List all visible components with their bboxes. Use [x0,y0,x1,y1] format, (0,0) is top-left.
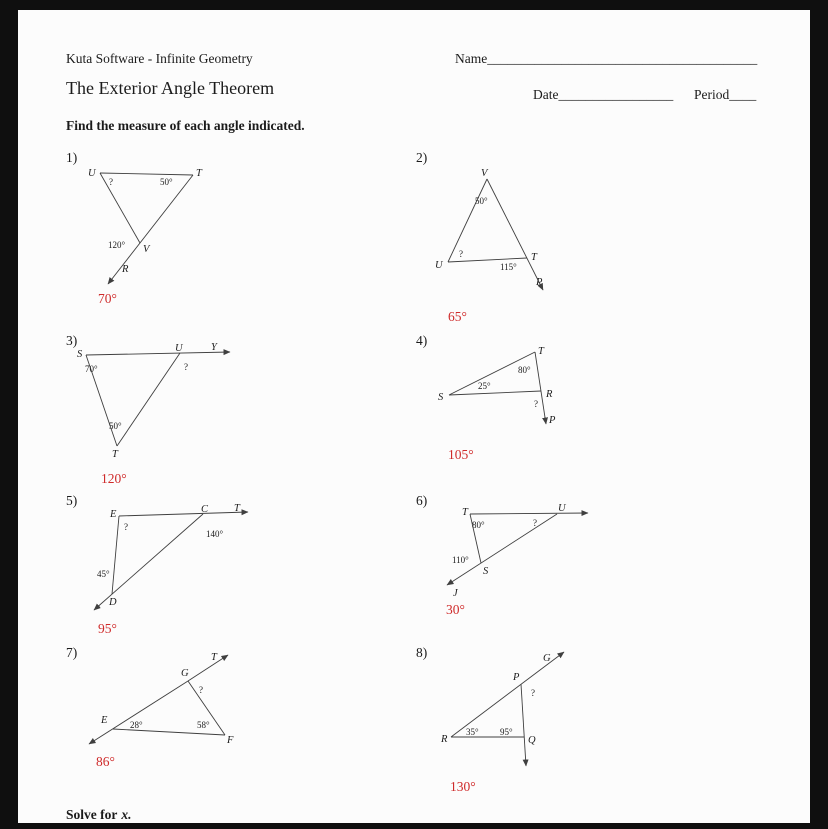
vertex-label: T [462,507,468,518]
problem-number: 6) [416,493,428,508]
angle-label: 80° [518,365,531,375]
problem-number: 3) [66,333,78,348]
unknown-angle-label: ? [184,362,188,372]
problem-number: 8) [416,645,428,660]
angle-label: 120° [108,240,126,250]
diagram-2 [430,160,555,305]
ray-label: T [234,503,240,514]
answer-text: 65° [448,309,467,324]
worksheet-title: The Exterior Angle Theorem [66,78,275,98]
angle-label: 95° [500,727,513,737]
angle-label: 50° [160,177,173,187]
angle-label: 70° [85,364,98,374]
vertex-label: S [77,349,83,360]
angle-label: 25° [478,381,491,391]
diagram-8 [440,650,575,785]
solve-variable: x. [121,807,132,822]
answer-text: 120° [101,471,127,486]
angle-label: 80° [472,520,485,530]
unknown-angle-label: ? [531,688,535,698]
ray-line [521,684,526,766]
diagram-6 [440,505,600,610]
problem-number: 4) [416,333,428,348]
problem-number: 1) [66,150,78,165]
diagram-7 [85,650,245,762]
solve-text: Solve for [66,807,118,822]
vertex-label: D [109,597,117,608]
ray-label: P [549,415,556,426]
triangle-edge [117,353,180,446]
unknown-angle-label: ? [124,522,128,532]
angle-label: 35° [466,727,479,737]
unknown-angle-label: ? [534,399,538,409]
vertex-label: U [558,503,566,514]
unknown-angle-label: ? [199,685,203,695]
diagram-3 [75,342,240,465]
ray-line [447,514,557,585]
instruction-text: Find the measure of each angle indicated. [66,118,305,133]
name-field-line: Name________________________________________ [455,51,758,66]
vertex-label: U [435,260,443,271]
vertex-label: F [227,735,234,746]
problem-number: 5) [66,493,78,508]
angle-label: 50° [475,196,488,206]
triangle-edge [448,179,487,262]
worksheet-page [18,10,810,823]
ray-line [451,652,564,737]
vertex-label: U [175,343,183,354]
angle-label: 115° [500,262,517,272]
ray-line [119,512,248,516]
unknown-angle-label: ? [533,518,537,528]
ray-line [86,352,230,355]
angle-label: 58° [197,720,210,730]
ray-line [535,352,546,424]
vertex-label: R [441,734,448,745]
problem-number: 7) [66,645,78,660]
answer-text: 70° [98,291,117,306]
vertex-label: T [538,346,544,357]
vertex-label: V [143,244,150,255]
triangle-edge [100,173,140,243]
ray-line [487,179,543,290]
answer-text: 30° [446,602,465,617]
solve-instruction [66,807,132,823]
date-field-line: Date_________________ [533,87,674,102]
vertex-label: S [483,566,489,577]
vertex-label: E [110,509,117,520]
unknown-angle-label: ? [459,249,463,259]
ray-label: R [122,264,129,275]
ray-label: T [211,652,217,663]
ray-line [89,681,188,744]
vertex-label: S [438,392,444,403]
ray-label: P [536,277,543,288]
vertex-label: G [181,668,189,679]
answer-text: 105° [448,447,474,462]
angle-label: 45° [97,569,110,579]
angle-label: 50° [109,421,122,431]
diagram-1 [85,160,215,300]
diagram-4 [435,345,565,445]
angle-label: 140° [206,529,224,539]
vertex-label: E [101,715,108,726]
ray-line [108,175,193,284]
vertex-label: Q [528,735,536,746]
ray-label: J [453,588,458,599]
triangle-edge [100,173,193,175]
answer-text: 95° [98,621,117,636]
ray-label: G [543,653,551,664]
unknown-angle-label: ? [109,177,113,187]
vertex-label: C [201,504,209,515]
software-credit: Kuta Software - Infinite Geometry [66,51,253,66]
vertex-label: U [88,168,96,179]
vertex-label: R [546,389,553,400]
answer-text: 86° [96,754,115,769]
vertex-label: T [196,168,202,179]
angle-label: 110° [452,555,469,565]
problem-number: 2) [416,150,428,165]
triangle-edge [449,391,541,395]
answer-text: 130° [450,779,476,794]
vertex-label: P [513,672,520,683]
vertex-label: T [531,252,537,263]
ray-line [188,655,228,681]
ray-line [470,513,588,514]
period-field-line: Period____ [694,87,757,102]
ray-line [94,514,203,610]
diagram-5 [85,505,255,620]
ray-label: Y [211,342,217,353]
vertex-label: T [112,449,118,460]
angle-label: 28° [130,720,143,730]
vertex-label: V [481,168,488,179]
triangle-edge [112,516,119,594]
